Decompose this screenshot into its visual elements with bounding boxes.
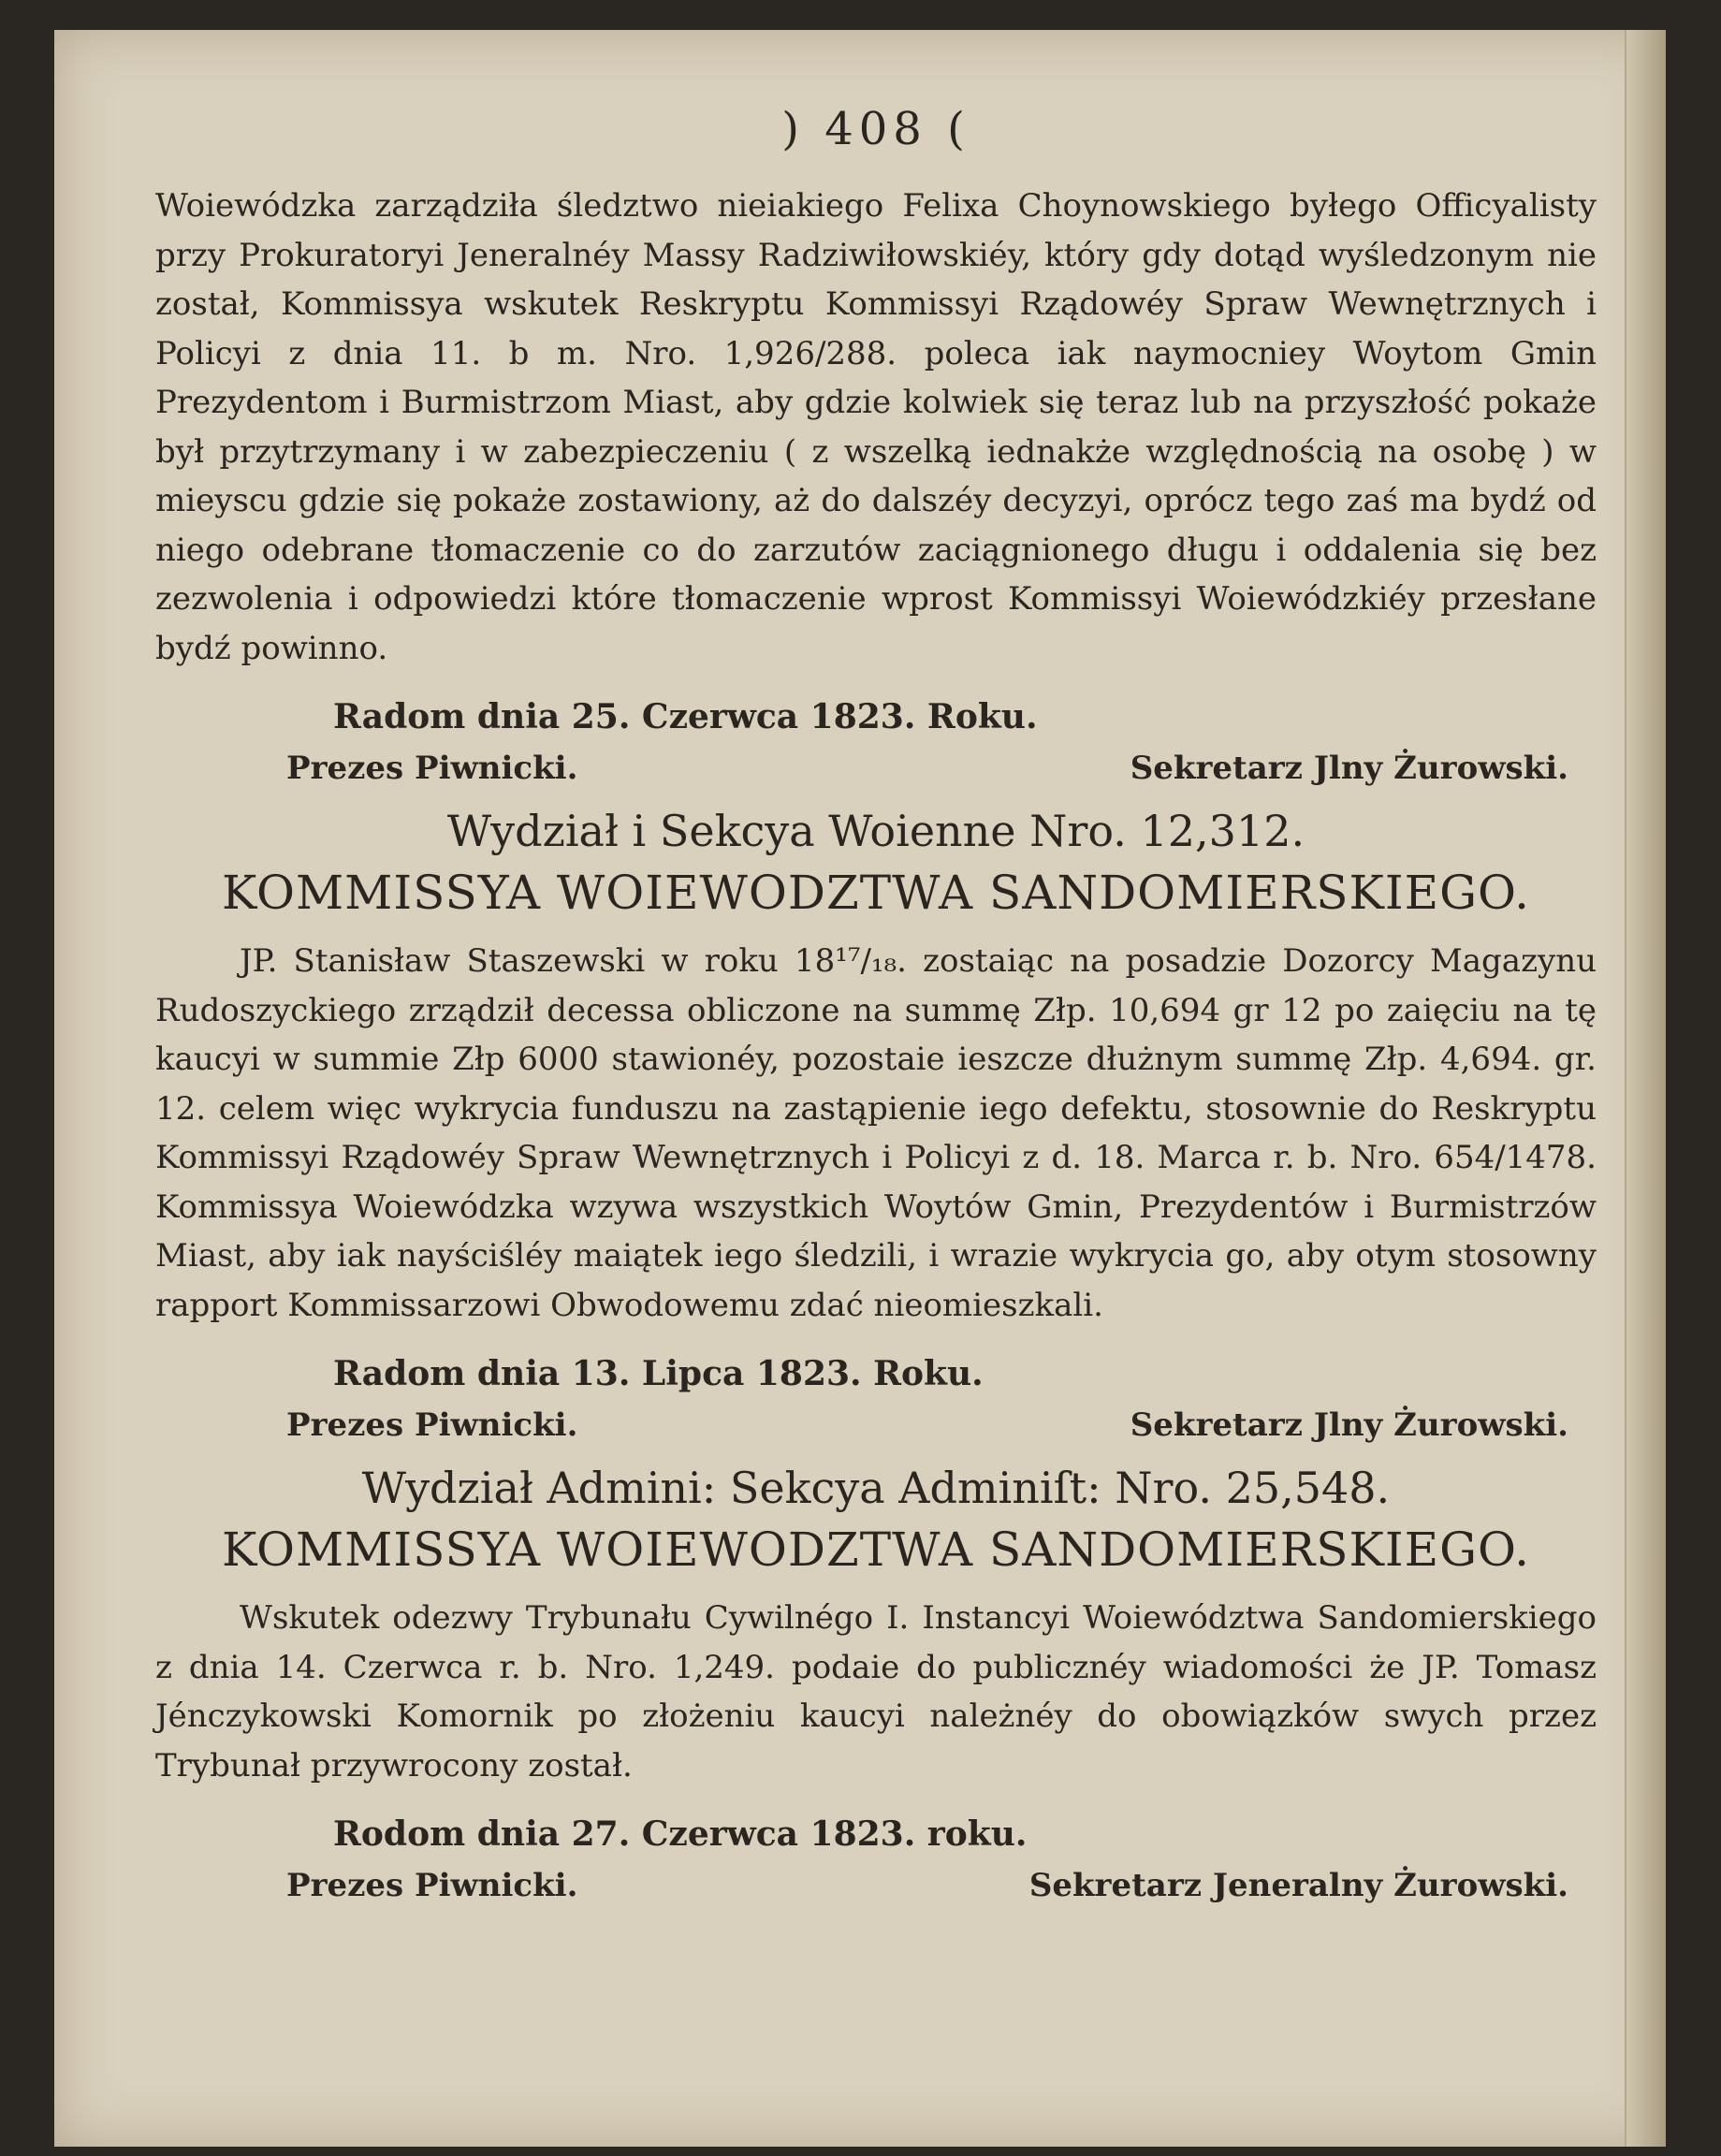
- notice-date-3: Rodom dnia 27. Czerwca 1823. roku.: [333, 1814, 1028, 1854]
- president-signature-1: Prezes Piwnicki.: [286, 750, 578, 787]
- section-heading-2: Wydział i Sekcya Woienne Nro. 12,312.: [446, 806, 1305, 856]
- notice-paragraph-3: Wskutek odezwy Trybunału Cywilnégo I. Instancyi Woiewództwa Sandomierskiego z dnia 14. Czerwca r. b. Nro. 1,249. podaie do publicznéy wiadomości że JP. Tomasz Jénczykowski Komornik po złożeniu kaucyi należnéy do obowiązków swych przez Trybunał przywrocony został.: [155, 1599, 1597, 1785]
- signature-row-1: [286, 750, 1568, 787]
- secretary-signature-2: Sekretarz Jlny Żurowski.: [1130, 1406, 1568, 1444]
- page-content: [155, 86, 1597, 1914]
- secretary-signature-1: Sekretarz Jlny Żurowski.: [1130, 750, 1568, 787]
- president-signature-3: Prezes Piwnicki.: [286, 1867, 578, 1904]
- notice-date-1: Radom dnia 25. Czerwca 1823. Roku.: [333, 697, 1038, 736]
- book-spine: [1625, 30, 1666, 2147]
- notice-date-2: Radom dnia 13. Lipca 1823. Roku.: [333, 1354, 984, 1393]
- notice-paragraph-1: Woiewódzka zarządziła śledztwo nieiakiego Felixa Choynowskiego byłego Officyalisty przy Prokuratoryi Jeneralnéy Massy Radziwiłowskiéy, który gdy dotąd wyśledzonym nie został, Kommissya wskutek Reskryptu Kommissyi Rządowéy Spraw Wewnętrznych i Policyi z dnia 11. b m. Nro. 1,926/288. poleca iak naymocniey Woytom Gmin Prezydentom i Burmistrzom Miast, aby gdzie kolwiek się teraz lub na przyszłość pokaże był przytrzymany i w zabezpieczeniu ( z wszelką iednakże względnością na osobę ) w mieyscu gdzie się pokaże zostawiony, aż do dalszéy decyzyi, oprócz tego zaś ma bydź od niego odebrane tłomaczenie co do zarzutów zaciągnionego długu i oddalenia się bez zezwolenia i odpowiedzi które tłomaczenie wprost Kommissyi Woiewódzkiéy przesłane bydź powinno.: [155, 187, 1597, 667]
- president-signature-2: Prezes Piwnicki.: [286, 1406, 578, 1444]
- page-number: ) 408 (: [781, 103, 970, 155]
- section-heading-3: Wydział Admini: Sekcya Adminiſt: Nro. 25,548.: [361, 1463, 1391, 1513]
- commission-heading-2: KOMMISSYA WOIEWODZTWA SANDOMIERSKIEGO.: [221, 866, 1531, 920]
- secretary-signature-3: Sekretarz Jeneralny Żurowski.: [1028, 1867, 1568, 1904]
- signature-row-2: [286, 1406, 1568, 1444]
- signature-row-3: [286, 1867, 1568, 1904]
- commission-heading-3: KOMMISSYA WOIEWODZTWA SANDOMIERSKIEGO.: [221, 1522, 1531, 1577]
- notice-paragraph-2: JP. Stanisław Staszewski w roku 18¹⁷/₁₈. zostaiąc na posadzie Dozorcy Magazynu Rudoszyckiego zrządził decessa obliczone na summę Złp. 10,694 gr 12 po zaięciu na tę kaucyi w summie Złp 6000 stawionéy, pozostaie ieszcze dłużnym summę Złp. 4,694. gr. 12. celem więc wykrycia funduszu na zastąpienie iego defektu, stosownie do Reskryptu Kommissyi Rządowéy Spraw Wewnętrznych i Policyi z d. 18. Marca r. b. Nro. 654/1478. Kommissya Woiewódzka wzywa wszystkich Woytów Gmin, Prezydentów i Burmistrzów Miast, aby iak nayściśléy maiątek iego śledzili, i wrazie wykrycia go, aby otym stosowny rapport Kommissarzowi Obwodowemu zdać nieomieszkali.: [155, 942, 1597, 1324]
- book-page: [54, 30, 1666, 2147]
